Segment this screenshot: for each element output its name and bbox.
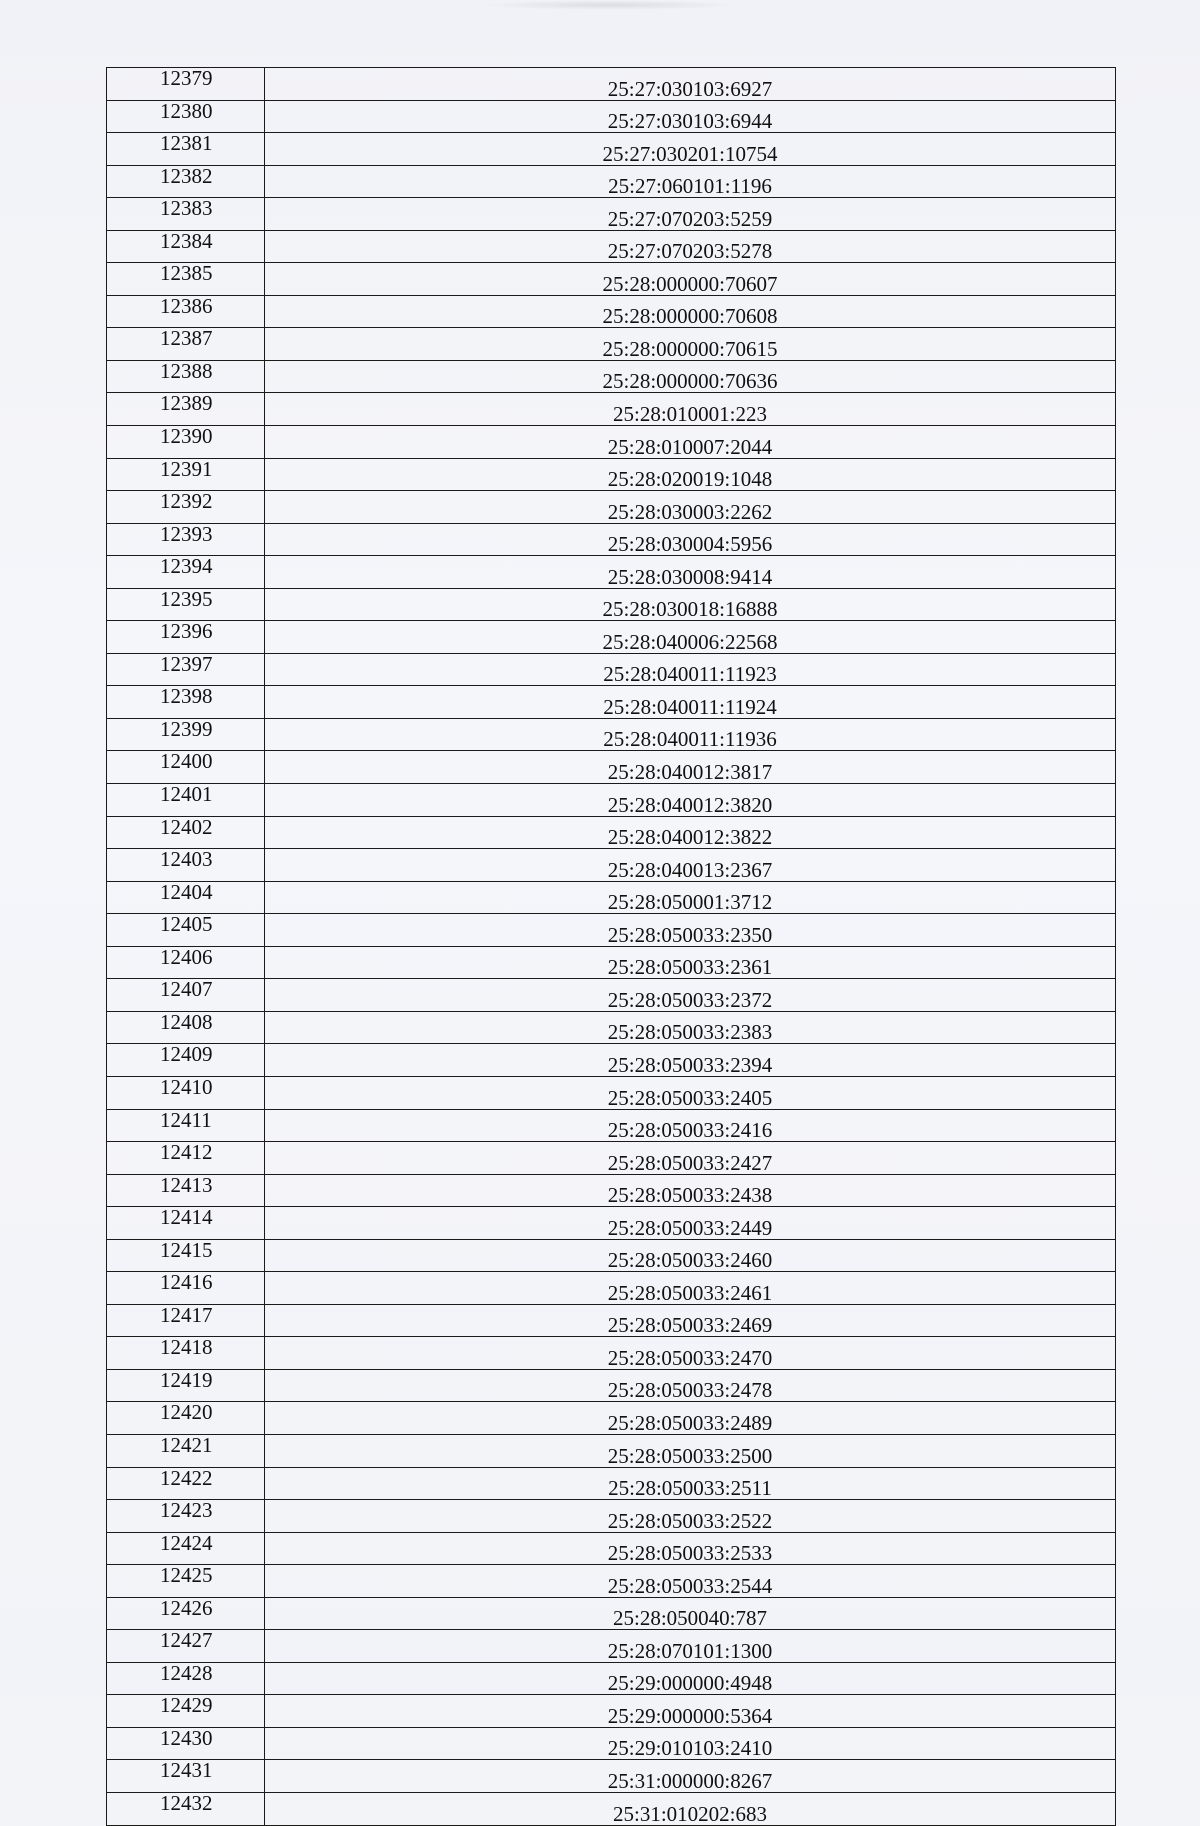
cadastral-number-cell: 25:28:050033:2469 [265, 1304, 1116, 1337]
table-row [107, 1272, 1116, 1305]
cadastral-number-cell: 25:28:050033:2394 [265, 1044, 1116, 1077]
table-row [107, 68, 1116, 101]
cadastral-number-cell: 25:28:050033:2427 [265, 1142, 1116, 1175]
table-row [107, 1369, 1116, 1402]
cadastral-number-cell: 25:28:000000:70607 [265, 263, 1116, 296]
cadastral-number-cell: 25:28:050033:2438 [265, 1174, 1116, 1207]
table-row [107, 1727, 1116, 1760]
cadastral-number-cell: 25:28:040012:3822 [265, 816, 1116, 849]
cadastral-number-cell: 25:28:030003:2262 [265, 491, 1116, 524]
table-row [107, 1630, 1116, 1663]
cadastral-number-cell: 25:28:050033:2361 [265, 946, 1116, 979]
table-row [107, 686, 1116, 719]
cadastral-number-cell: 25:28:050033:2372 [265, 979, 1116, 1012]
cadastral-number-cell: 25:29:000000:4948 [265, 1662, 1116, 1695]
row-number-cell: 12423 [107, 1500, 265, 1533]
table-row [107, 1109, 1116, 1142]
cadastral-number-cell: 25:28:050033:2489 [265, 1402, 1116, 1435]
cadastral-number-cell: 25:28:040006:22568 [265, 621, 1116, 654]
row-number-cell: 12415 [107, 1239, 265, 1272]
row-number-cell: 12399 [107, 718, 265, 751]
table-row [107, 1532, 1116, 1565]
cadastral-number-cell: 25:28:050033:2511 [265, 1467, 1116, 1500]
row-number-cell: 12403 [107, 849, 265, 882]
cadastral-number-cell: 25:28:050033:2383 [265, 1011, 1116, 1044]
row-number-cell: 12401 [107, 784, 265, 817]
cadastral-number-cell: 25:27:030103:6927 [265, 68, 1116, 101]
row-number-cell: 12427 [107, 1630, 265, 1663]
table-row [107, 1174, 1116, 1207]
row-number-cell: 12381 [107, 133, 265, 166]
cadastral-number-cell: 25:28:050033:2470 [265, 1337, 1116, 1370]
table-row [107, 1434, 1116, 1467]
cadastral-number-cell: 25:28:040013:2367 [265, 849, 1116, 882]
cadastral-number-cell: 25:28:070101:1300 [265, 1630, 1116, 1663]
table-row [107, 1597, 1116, 1630]
cadastral-number-cell: 25:28:050040:787 [265, 1597, 1116, 1630]
cadastral-number-cell: 25:28:000000:70636 [265, 360, 1116, 393]
table-row [107, 1402, 1116, 1435]
table-row [107, 718, 1116, 751]
row-number-cell: 12382 [107, 165, 265, 198]
row-number-cell: 12386 [107, 295, 265, 328]
table-row [107, 784, 1116, 817]
row-number-cell: 12416 [107, 1272, 265, 1305]
table-row [107, 588, 1116, 621]
table-row [107, 653, 1116, 686]
table-row [107, 881, 1116, 914]
cadastral-number-cell: 25:28:010001:223 [265, 393, 1116, 426]
row-number-cell: 12420 [107, 1402, 265, 1435]
row-number-cell: 12405 [107, 914, 265, 947]
cadastral-number-cell: 25:28:030008:9414 [265, 556, 1116, 589]
row-number-cell: 12402 [107, 816, 265, 849]
table-row [107, 621, 1116, 654]
table-row [107, 100, 1116, 133]
row-number-cell: 12380 [107, 100, 265, 133]
cadastral-number-cell: 25:28:050033:2350 [265, 914, 1116, 947]
cadastral-number-cell: 25:28:010007:2044 [265, 426, 1116, 459]
cadastral-number-cell: 25:28:000000:70615 [265, 328, 1116, 361]
table-row [107, 198, 1116, 231]
table-row [107, 426, 1116, 459]
row-number-cell: 12429 [107, 1695, 265, 1728]
row-number-cell: 12414 [107, 1207, 265, 1240]
table-row [107, 556, 1116, 589]
cadastral-number-cell: 25:28:040011:11936 [265, 718, 1116, 751]
row-number-cell: 12426 [107, 1597, 265, 1630]
cadastral-number-cell: 25:28:020019:1048 [265, 458, 1116, 491]
cadastral-number-cell: 25:29:000000:5364 [265, 1695, 1116, 1728]
cadastral-number-cell: 25:28:050033:2416 [265, 1109, 1116, 1142]
table-row [107, 1500, 1116, 1533]
table-row [107, 1207, 1116, 1240]
row-number-cell: 12406 [107, 946, 265, 979]
row-number-cell: 12391 [107, 458, 265, 491]
table-row [107, 1011, 1116, 1044]
row-number-cell: 12431 [107, 1760, 265, 1793]
row-number-cell: 12404 [107, 881, 265, 914]
row-number-cell: 12383 [107, 198, 265, 231]
cadastral-number-cell: 25:31:010202:683 [265, 1792, 1116, 1825]
table-row [107, 1239, 1116, 1272]
cadastral-number-cell: 25:28:000000:70608 [265, 295, 1116, 328]
row-number-cell: 12410 [107, 1076, 265, 1109]
cadastral-number-cell: 25:28:050033:2405 [265, 1076, 1116, 1109]
table-row [107, 458, 1116, 491]
row-number-cell: 12393 [107, 523, 265, 556]
table-row [107, 1792, 1116, 1825]
table-row [107, 1337, 1116, 1370]
row-number-cell: 12418 [107, 1337, 265, 1370]
cadastral-number-cell: 25:28:050033:2478 [265, 1369, 1116, 1402]
cadastral-number-cell: 25:27:030103:6944 [265, 100, 1116, 133]
cadastral-number-cell: 25:28:050033:2522 [265, 1500, 1116, 1533]
row-number-cell: 12390 [107, 426, 265, 459]
row-number-cell: 12387 [107, 328, 265, 361]
row-number-cell: 12411 [107, 1109, 265, 1142]
table-row [107, 1304, 1116, 1337]
cadastral-number-cell: 25:28:050033:2500 [265, 1434, 1116, 1467]
cadastral-number-cell: 25:31:000000:8267 [265, 1760, 1116, 1793]
table-row [107, 1044, 1116, 1077]
table-row [107, 393, 1116, 426]
row-number-cell: 12421 [107, 1434, 265, 1467]
cadastral-number-cell: 25:28:050033:2544 [265, 1565, 1116, 1598]
row-number-cell: 12398 [107, 686, 265, 719]
table-row [107, 1760, 1116, 1793]
row-number-cell: 12432 [107, 1792, 265, 1825]
row-number-cell: 12409 [107, 1044, 265, 1077]
table-row [107, 263, 1116, 296]
cadastral-number-cell: 25:27:030201:10754 [265, 133, 1116, 166]
cadastral-number-cell: 25:29:010103:2410 [265, 1727, 1116, 1760]
row-number-cell: 12413 [107, 1174, 265, 1207]
row-number-cell: 12392 [107, 491, 265, 524]
cadastral-number-cell: 25:28:030018:16888 [265, 588, 1116, 621]
cadastral-number-cell: 25:28:030004:5956 [265, 523, 1116, 556]
table-row [107, 1662, 1116, 1695]
table-row [107, 979, 1116, 1012]
cadastral-number-cell: 25:28:050033:2449 [265, 1207, 1116, 1240]
table-row [107, 328, 1116, 361]
row-number-cell: 12424 [107, 1532, 265, 1565]
row-number-cell: 12388 [107, 360, 265, 393]
row-number-cell: 12407 [107, 979, 265, 1012]
table-row [107, 295, 1116, 328]
row-number-cell: 12395 [107, 588, 265, 621]
table-row [107, 165, 1116, 198]
cadastral-number-cell: 25:28:040012:3817 [265, 751, 1116, 784]
table-row [107, 1467, 1116, 1500]
table-row [107, 914, 1116, 947]
table-body [107, 68, 1116, 1826]
row-number-cell: 12394 [107, 556, 265, 589]
table-row [107, 849, 1116, 882]
table-row [107, 133, 1116, 166]
cadastral-number-cell: 25:28:040011:11924 [265, 686, 1116, 719]
row-number-cell: 12408 [107, 1011, 265, 1044]
row-number-cell: 12397 [107, 653, 265, 686]
table-row [107, 751, 1116, 784]
row-number-cell: 12379 [107, 68, 265, 101]
row-number-cell: 12430 [107, 1727, 265, 1760]
table-row [107, 360, 1116, 393]
cadastral-number-cell: 25:27:060101:1196 [265, 165, 1116, 198]
table-row [107, 1565, 1116, 1598]
table-row [107, 1695, 1116, 1728]
table-row [107, 230, 1116, 263]
row-number-cell: 12425 [107, 1565, 265, 1598]
cadastral-number-cell: 25:28:050033:2460 [265, 1239, 1116, 1272]
cadastral-number-cell: 25:28:040012:3820 [265, 784, 1116, 817]
row-number-cell: 12400 [107, 751, 265, 784]
row-number-cell: 12422 [107, 1467, 265, 1500]
row-number-cell: 12396 [107, 621, 265, 654]
cadastral-number-cell: 25:28:050033:2533 [265, 1532, 1116, 1565]
table-row [107, 1076, 1116, 1109]
table-row [107, 816, 1116, 849]
table-row [107, 523, 1116, 556]
row-number-cell: 12419 [107, 1369, 265, 1402]
table-row [107, 1142, 1116, 1175]
cadastral-number-cell: 25:28:040011:11923 [265, 653, 1116, 686]
cadastral-number-cell: 25:27:070203:5259 [265, 198, 1116, 231]
cadastral-number-cell: 25:27:070203:5278 [265, 230, 1116, 263]
row-number-cell: 12385 [107, 263, 265, 296]
row-number-cell: 12428 [107, 1662, 265, 1695]
cadastral-number-cell: 25:28:050001:3712 [265, 881, 1116, 914]
table-row [107, 491, 1116, 524]
row-number-cell: 12412 [107, 1142, 265, 1175]
scan-artifact [480, 0, 740, 10]
row-number-cell: 12384 [107, 230, 265, 263]
table-row [107, 946, 1116, 979]
cadastral-number-cell: 25:28:050033:2461 [265, 1272, 1116, 1305]
cadastral-table [106, 67, 1116, 1826]
row-number-cell: 12389 [107, 393, 265, 426]
row-number-cell: 12417 [107, 1304, 265, 1337]
